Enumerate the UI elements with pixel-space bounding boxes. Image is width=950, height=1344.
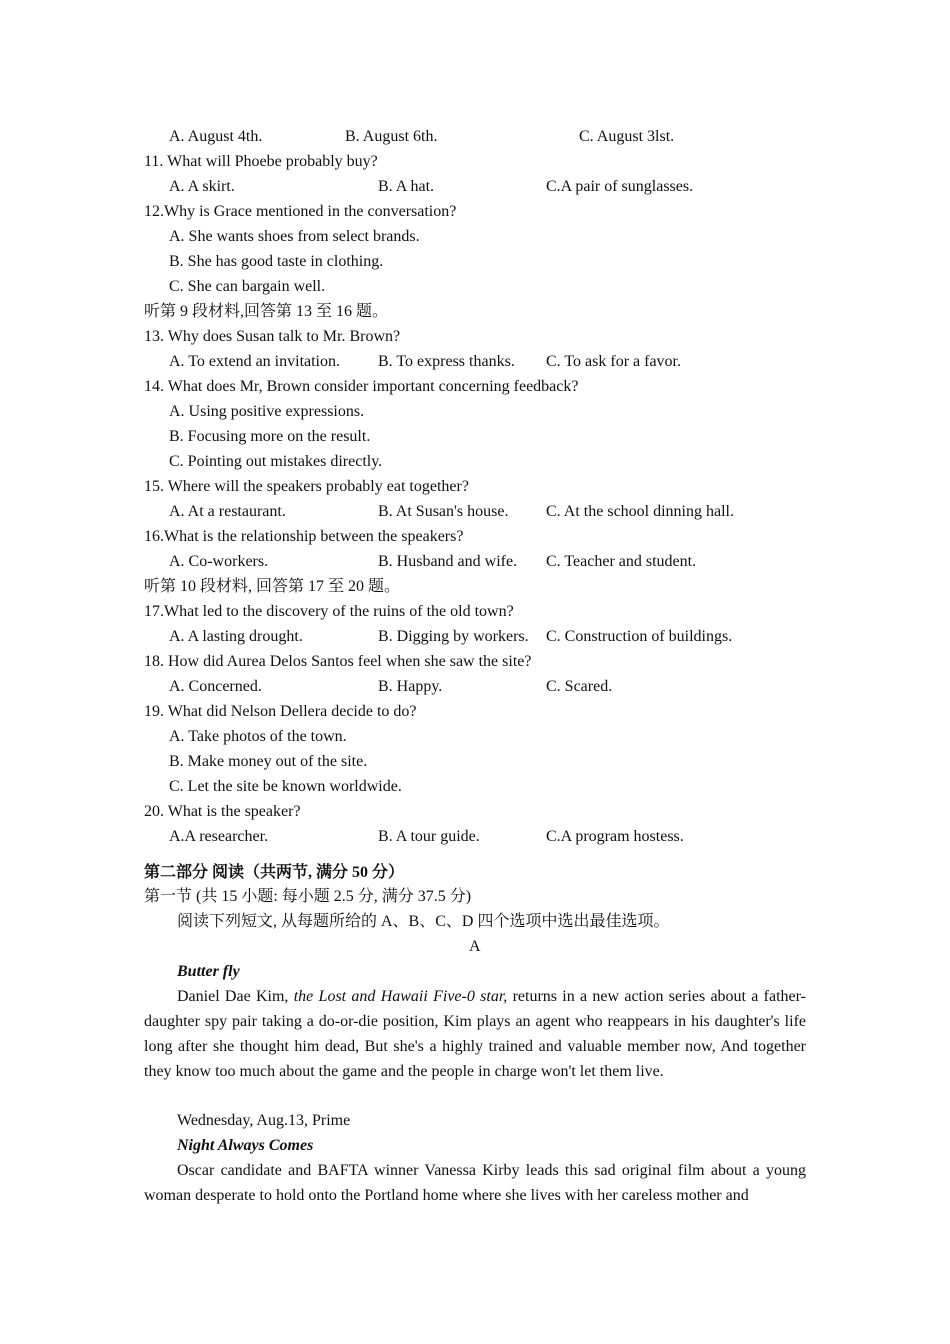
q17-stem: 17.What led to the discovery of the ruins of the old town? [144,603,514,620]
q14-stem: 14. What does Mr, Brown consider important concerning feedback? [144,378,579,395]
q19-stem: 19. What did Nelson Dellera decide to do? [144,703,417,720]
q11-option-a: A. A skirt. [169,178,235,195]
q15-stem: 15. Where will the speakers probably eat together? [144,478,469,495]
q16-option-c: C. Teacher and student. [546,553,697,570]
q13-option-c: C. To ask for a favor. [546,353,681,370]
item-1-lead: Daniel Dae Kim, [177,988,294,1005]
q16-stem: 16.What is the relationship between the speakers? [144,528,464,545]
q13-option-a: A. To extend an invitation. [169,353,340,370]
q19-option-c: C. Let the site be known worldwide. [169,778,402,795]
item-1-title: Butter fly [177,963,240,980]
q17-option-a: A. A lasting drought. [169,628,303,645]
q10-option-a: A. August 4th. [169,128,263,145]
q19-option-b: B. Make money out of the site. [169,753,368,770]
q10-option-b: B. August 6th. [345,128,438,145]
q20-option-b: B. A tour guide. [378,828,480,845]
q15-option-b: B. At Susan's house. [378,503,509,520]
reading-instruction: 阅读下列短文, 从每题所给的 A、B、C、D 四个选项中选出最佳选项。 [177,913,670,930]
q12-option-a: A. She wants shoes from select brands. [169,228,420,245]
q20-stem: 20. What is the speaker? [144,803,301,820]
section-10-heading: 听第 10 段材料, 回答第 17 至 20 题。 [144,578,401,595]
q12-option-c: C. She can bargain well. [169,278,326,295]
q13-stem: 13. Why does Susan talk to Mr. Brown? [144,328,401,345]
q16-option-b: B. Husband and wife. [378,553,518,570]
section-9-heading: 听第 9 段材料,回答第 13 至 16 题。 [144,303,389,320]
passage-letter: A [469,938,481,955]
q14-option-c: C. Pointing out mistakes directly. [169,453,383,470]
q13-option-b: B. To express thanks. [378,353,515,370]
q12-option-b: B. She has good taste in clothing. [169,253,384,270]
q10-option-c: C. August 3lst. [579,128,675,145]
q18-option-a: A. Concerned. [169,678,262,695]
part-2-heading: 第二部分 阅读（共两节, 满分 50 分） [144,864,405,881]
q18-option-b: B. Happy. [378,678,443,695]
q16-option-a: A. Co-workers. [169,553,269,570]
q15-option-c: C. At the school dinning hall. [546,503,734,520]
q18-stem: 18. How did Aurea Delos Santos feel when she saw the site? [144,653,532,670]
q18-option-c: C. Scared. [546,678,613,695]
q11-stem: 11. What will Phoebe probably buy? [144,153,378,170]
q20-option-c: C.A program hostess. [546,828,684,845]
q17-option-c: C. Construction of buildings. [546,628,733,645]
item-1-rest: returns in a new action series about a father-daughter spy pair taking a do-or-die position, Kim plays an agent who reappears in his daughter's life long after she thought him dead, But she's a highly trained and valuable member now, And together they know too much about the game and the people in charge won't let them live. [144,988,806,1080]
item-1-italic: the Lost and Hawaii Five-0 star, [293,988,508,1005]
q19-option-a: A. Take photos of the town. [169,728,347,745]
q12-stem: 12.Why is Grace mentioned in the conversation? [144,203,457,220]
q14-option-b: B. Focusing more on the result. [169,428,371,445]
item-2-paragraph: Oscar candidate and BAFTA winner Vanessa Kirby leads this sad original film about a young woman desperate to hold onto the Portland home where she lives with her careless mother and [144,1162,806,1204]
item-1-paragraph [144,984,806,1084]
q11-option-c: C.A pair of sunglasses. [546,178,694,195]
q20-option-a: A.A researcher. [169,828,269,845]
q17-option-b: B. Digging by workers. [378,628,529,645]
item-1-date: Wednesday, Aug.13, Prime [177,1112,351,1129]
q15-option-a: A. At a restaurant. [169,503,286,520]
q11-option-b: B. A hat. [378,178,435,195]
item-2-title: Night Always Comes [177,1137,314,1154]
q14-option-a: A. Using positive expressions. [169,403,365,420]
section-1-heading: 第一节 (共 15 小题: 每小题 2.5 分, 满分 37.5 分) [144,888,472,905]
